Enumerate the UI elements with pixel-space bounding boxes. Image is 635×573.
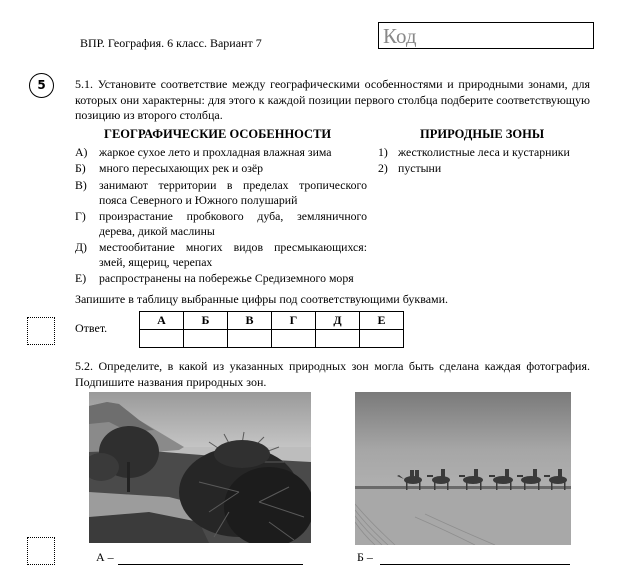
answer-cell-a[interactable] [140, 330, 184, 348]
feature-label: Д) [75, 240, 87, 254]
zone-item [378, 145, 618, 160]
photo-a-answer-line[interactable] [118, 552, 303, 565]
answer-column-header: В [228, 312, 272, 330]
answer-cell-g[interactable] [272, 330, 316, 348]
answer-cell-v[interactable] [228, 330, 272, 348]
answer-cell-e[interactable] [360, 330, 404, 348]
photo-b-label: Б – [357, 550, 373, 564]
photo-b-image [355, 392, 571, 545]
feature-label: Б) [75, 161, 86, 175]
feature-label: Е) [75, 271, 87, 285]
photo-a-image [89, 392, 311, 543]
score-box-5-1 [27, 317, 55, 345]
feature-label: В) [75, 178, 87, 192]
code-field[interactable] [378, 22, 594, 49]
feature-text: занимают территории в пределах тропического пояса Северного и Южного полушарий [99, 178, 367, 207]
photo-a-mediterranean [89, 392, 311, 543]
zone-item [378, 161, 618, 176]
zone-label: 1) [378, 145, 388, 159]
photo-a-label: А – [96, 550, 114, 564]
task-number-badge: 5 [29, 73, 54, 98]
answer-column-header: Д [316, 312, 360, 330]
answer-table [139, 311, 404, 348]
answer-column-header: Е [360, 312, 404, 330]
answer-table-input-row [140, 330, 404, 348]
answer-column-header: Б [184, 312, 228, 330]
feature-text: жаркое сухое лето и прохладная влажная зима [99, 145, 332, 159]
zones-heading: ПРИРОДНЫЕ ЗОНЫ [420, 127, 545, 141]
code-label: Код [383, 24, 417, 48]
photo-b-desert [355, 392, 571, 545]
zone-label: 2) [378, 161, 388, 175]
answer-table-header-row [140, 312, 404, 330]
page-header-title: ВПР. География. 6 класс. Вариант 7 [80, 36, 262, 50]
answer-cell-d[interactable] [316, 330, 360, 348]
zone-text: жестколистные леса и кустарники [398, 145, 570, 159]
feature-label: А) [75, 145, 88, 159]
feature-text: произрастание пробкового дуба, земляничного дерева, дикой маслины [99, 209, 367, 238]
feature-text: распространены на побережье Средиземного моря [99, 271, 354, 285]
feature-text: много пересыхающих рек и озёр [99, 161, 264, 175]
answer-cell-b[interactable] [184, 330, 228, 348]
task-5-1-instructions: 5.1. Установите соответствие между географическими особенностями и природными зонами, для которых они характерны: для этого к каждой позиции первого столбца подберите соответствующую позицию из второго столбца. [75, 77, 590, 122]
feature-text: местообитание многих видов пресмыкающихся: змей, ящериц, черепах [99, 240, 367, 269]
score-box-5-2 [27, 537, 55, 565]
answer-label: Ответ. [75, 321, 108, 335]
answer-column-header: Г [272, 312, 316, 330]
answer-instruction: Запишите в таблицу выбранные цифры под соответствующими буквами. [75, 292, 449, 306]
zone-text: пустыни [398, 161, 442, 175]
task-5-2-instructions: 5.2. Определите, в какой из указанных природных зон могла быть сделана каждая фотография. Подпишите названия природных зон. [75, 359, 590, 389]
features-heading: ГЕОГРАФИЧЕСКИЕ ОСОБЕННОСТИ [104, 127, 332, 141]
answer-column-header: А [140, 312, 184, 330]
photo-b-answer-line[interactable] [380, 552, 570, 565]
feature-label: Г) [75, 209, 86, 223]
